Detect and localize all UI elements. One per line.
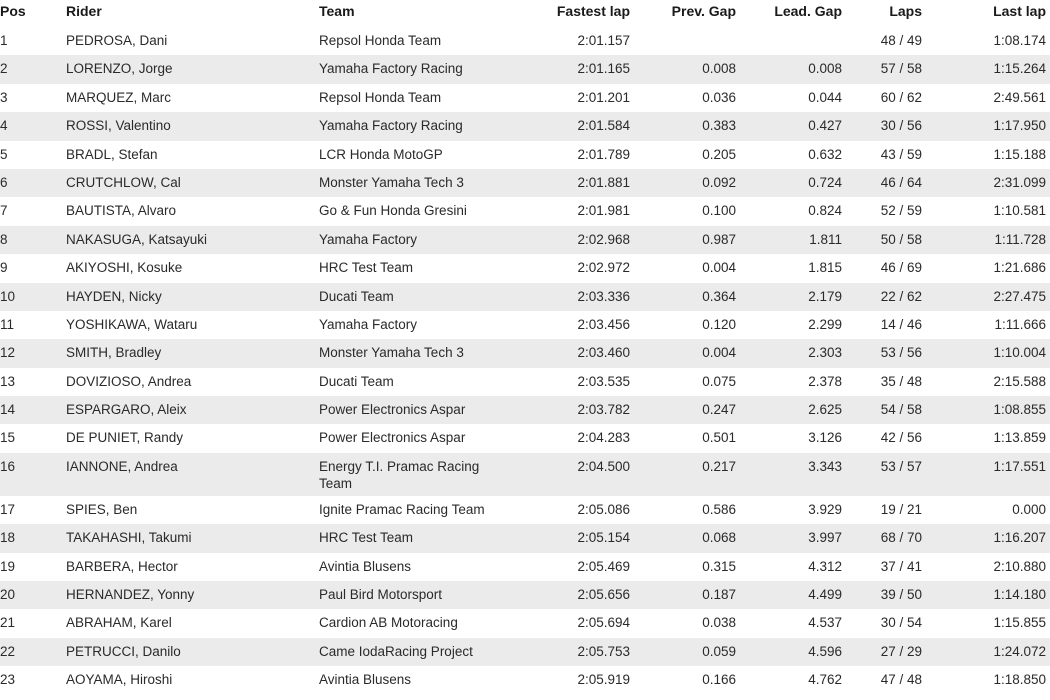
cell-fastest-lap: 2:03.535 — [519, 368, 630, 396]
cell-team: Yamaha Factory Racing — [319, 55, 519, 83]
cell-pos: 6 — [0, 169, 66, 197]
cell-pos: 1 — [0, 27, 66, 55]
cell-pos: 11 — [0, 311, 66, 339]
cell-lead-gap: 3.929 — [736, 496, 842, 524]
cell-laps: 46 / 69 — [842, 254, 942, 282]
cell-prev-gap: 0.004 — [630, 254, 736, 282]
cell-lead-gap: 2.179 — [736, 283, 842, 311]
cell-prev-gap: 0.205 — [630, 141, 736, 169]
cell-team: Yamaha Factory — [319, 226, 519, 254]
cell-prev-gap: 0.315 — [630, 553, 736, 581]
cell-laps: 30 / 54 — [842, 609, 942, 637]
cell-prev-gap: 0.166 — [630, 666, 736, 694]
cell-fastest-lap: 2:01.981 — [519, 197, 630, 225]
cell-last-lap: 1:14.180 — [942, 581, 1050, 609]
cell-pos: 4 — [0, 112, 66, 140]
cell-fastest-lap: 2:05.469 — [519, 553, 630, 581]
cell-last-lap: 2:31.099 — [942, 169, 1050, 197]
cell-prev-gap: 0.383 — [630, 112, 736, 140]
cell-prev-gap: 0.364 — [630, 283, 736, 311]
cell-pos: 9 — [0, 254, 66, 282]
cell-fastest-lap: 2:01.881 — [519, 169, 630, 197]
cell-last-lap: 2:15.588 — [942, 368, 1050, 396]
cell-rider: HERNANDEZ, Yonny — [66, 581, 319, 609]
cell-fastest-lap: 2:01.165 — [519, 55, 630, 83]
cell-team: Paul Bird Motorsport — [319, 581, 519, 609]
header-prev-gap[interactable]: Prev. Gap — [630, 0, 736, 27]
cell-rider: SMITH, Bradley — [66, 339, 319, 367]
cell-last-lap: 1:16.207 — [942, 524, 1050, 552]
cell-last-lap: 1:10.004 — [942, 339, 1050, 367]
cell-last-lap: 0.000 — [942, 496, 1050, 524]
table-row[interactable] — [0, 424, 1050, 452]
table-row[interactable] — [0, 84, 1050, 112]
cell-team: Go & Fun Honda Gresini — [319, 197, 519, 225]
cell-laps: 52 / 59 — [842, 197, 942, 225]
cell-prev-gap — [630, 27, 736, 55]
table-row[interactable] — [0, 226, 1050, 254]
cell-rider: AKIYOSHI, Kosuke — [66, 254, 319, 282]
cell-rider: CRUTCHLOW, Cal — [66, 169, 319, 197]
cell-prev-gap: 0.059 — [630, 638, 736, 666]
cell-last-lap: 1:17.950 — [942, 112, 1050, 140]
cell-pos: 20 — [0, 581, 66, 609]
cell-lead-gap: 2.299 — [736, 311, 842, 339]
table-row[interactable] — [0, 141, 1050, 169]
table-row[interactable] — [0, 27, 1050, 55]
cell-prev-gap: 0.075 — [630, 368, 736, 396]
header-rider[interactable]: Rider — [66, 0, 319, 27]
cell-last-lap: 1:18.850 — [942, 666, 1050, 694]
cell-team: HRC Test Team — [319, 254, 519, 282]
table-row[interactable] — [0, 169, 1050, 197]
cell-fastest-lap: 2:03.336 — [519, 283, 630, 311]
cell-pos: 23 — [0, 666, 66, 694]
cell-lead-gap: 3.997 — [736, 524, 842, 552]
cell-fastest-lap: 2:05.656 — [519, 581, 630, 609]
cell-team: Power Electronics Aspar — [319, 396, 519, 424]
cell-last-lap: 2:49.561 — [942, 84, 1050, 112]
cell-laps: 43 / 59 — [842, 141, 942, 169]
cell-prev-gap: 0.217 — [630, 453, 736, 496]
cell-lead-gap: 0.044 — [736, 84, 842, 112]
table-row[interactable] — [0, 453, 1050, 496]
header-fastest-lap[interactable]: Fastest lap — [519, 0, 630, 27]
cell-pos: 5 — [0, 141, 66, 169]
cell-lead-gap: 4.537 — [736, 609, 842, 637]
cell-team: LCR Honda MotoGP — [319, 141, 519, 169]
cell-lead-gap: 4.762 — [736, 666, 842, 694]
cell-pos: 21 — [0, 609, 66, 637]
cell-last-lap: 2:27.475 — [942, 283, 1050, 311]
cell-lead-gap — [736, 27, 842, 55]
cell-lead-gap: 0.008 — [736, 55, 842, 83]
cell-last-lap: 1:11.666 — [942, 311, 1050, 339]
cell-last-lap: 1:10.581 — [942, 197, 1050, 225]
cell-pos: 16 — [0, 453, 66, 496]
cell-laps: 57 / 58 — [842, 55, 942, 83]
cell-pos: 15 — [0, 424, 66, 452]
cell-lead-gap: 1.811 — [736, 226, 842, 254]
cell-fastest-lap: 2:03.460 — [519, 339, 630, 367]
cell-last-lap: 1:15.264 — [942, 55, 1050, 83]
cell-fastest-lap: 2:04.500 — [519, 453, 630, 496]
cell-fastest-lap: 2:05.154 — [519, 524, 630, 552]
table-row[interactable] — [0, 112, 1050, 140]
table-row[interactable] — [0, 553, 1050, 581]
cell-pos: 7 — [0, 197, 66, 225]
cell-last-lap: 1:24.072 — [942, 638, 1050, 666]
cell-last-lap: 2:10.880 — [942, 553, 1050, 581]
cell-lead-gap: 0.724 — [736, 169, 842, 197]
cell-lead-gap: 0.632 — [736, 141, 842, 169]
cell-rider: SPIES, Ben — [66, 496, 319, 524]
cell-pos: 8 — [0, 226, 66, 254]
cell-laps: 47 / 48 — [842, 666, 942, 694]
cell-laps: 22 / 62 — [842, 283, 942, 311]
cell-laps: 54 / 58 — [842, 396, 942, 424]
cell-rider: PETRUCCI, Danilo — [66, 638, 319, 666]
cell-fastest-lap: 2:01.201 — [519, 84, 630, 112]
cell-rider: IANNONE, Andrea — [66, 453, 319, 496]
cell-team: Yamaha Factory — [319, 311, 519, 339]
cell-lead-gap: 2.303 — [736, 339, 842, 367]
cell-last-lap: 1:08.174 — [942, 27, 1050, 55]
cell-fastest-lap: 2:03.456 — [519, 311, 630, 339]
cell-lead-gap: 4.596 — [736, 638, 842, 666]
cell-last-lap: 1:15.855 — [942, 609, 1050, 637]
cell-team: Cardion AB Motoracing — [319, 609, 519, 637]
cell-laps: 68 / 70 — [842, 524, 942, 552]
header-row — [0, 0, 1050, 27]
cell-fastest-lap: 2:01.584 — [519, 112, 630, 140]
cell-prev-gap: 0.501 — [630, 424, 736, 452]
cell-fastest-lap: 2:05.694 — [519, 609, 630, 637]
cell-prev-gap: 0.092 — [630, 169, 736, 197]
cell-lead-gap: 2.378 — [736, 368, 842, 396]
cell-laps: 19 / 21 — [842, 496, 942, 524]
cell-team: Avintia Blusens — [319, 553, 519, 581]
cell-prev-gap: 0.036 — [630, 84, 736, 112]
table-row[interactable] — [0, 524, 1050, 552]
cell-prev-gap: 0.586 — [630, 496, 736, 524]
cell-laps: 50 / 58 — [842, 226, 942, 254]
cell-prev-gap: 0.008 — [630, 55, 736, 83]
table-row[interactable] — [0, 197, 1050, 225]
cell-pos: 17 — [0, 496, 66, 524]
cell-last-lap: 1:17.551 — [942, 453, 1050, 496]
cell-team: Monster Yamaha Tech 3 — [319, 169, 519, 197]
header-lead-gap[interactable]: Lead. Gap — [736, 0, 842, 27]
cell-lead-gap: 2.625 — [736, 396, 842, 424]
cell-lead-gap: 0.824 — [736, 197, 842, 225]
cell-team: Avintia Blusens — [319, 666, 519, 694]
cell-fastest-lap: 2:02.968 — [519, 226, 630, 254]
cell-rider: TAKAHASHI, Takumi — [66, 524, 319, 552]
cell-team: Yamaha Factory Racing — [319, 112, 519, 140]
cell-pos: 22 — [0, 638, 66, 666]
cell-last-lap: 1:15.188 — [942, 141, 1050, 169]
cell-rider: ESPARGARO, Aleix — [66, 396, 319, 424]
table-row[interactable] — [0, 638, 1050, 666]
cell-pos: 10 — [0, 283, 66, 311]
cell-lead-gap: 1.815 — [736, 254, 842, 282]
cell-team: Ducati Team — [319, 283, 519, 311]
cell-laps: 60 / 62 — [842, 84, 942, 112]
table-header — [0, 0, 1050, 27]
table-row[interactable] — [0, 311, 1050, 339]
cell-laps: 37 / 41 — [842, 553, 942, 581]
cell-fastest-lap: 2:02.972 — [519, 254, 630, 282]
cell-rider: ABRAHAM, Karel — [66, 609, 319, 637]
cell-lead-gap: 4.499 — [736, 581, 842, 609]
cell-rider: PEDROSA, Dani — [66, 27, 319, 55]
cell-team: Came IodaRacing Project — [319, 638, 519, 666]
cell-pos: 3 — [0, 84, 66, 112]
cell-rider: DOVIZIOSO, Andrea — [66, 368, 319, 396]
table-row[interactable] — [0, 581, 1050, 609]
table-row[interactable] — [0, 496, 1050, 524]
cell-rider: BAUTISTA, Alvaro — [66, 197, 319, 225]
cell-prev-gap: 0.068 — [630, 524, 736, 552]
header-last-lap[interactable]: Last lap — [942, 0, 1050, 27]
table-row[interactable] — [0, 666, 1050, 694]
cell-lead-gap: 4.312 — [736, 553, 842, 581]
cell-laps: 42 / 56 — [842, 424, 942, 452]
table-row[interactable] — [0, 368, 1050, 396]
table-body — [0, 27, 1050, 695]
cell-fastest-lap: 2:05.753 — [519, 638, 630, 666]
cell-fastest-lap: 2:01.789 — [519, 141, 630, 169]
cell-fastest-lap: 2:03.782 — [519, 396, 630, 424]
cell-pos: 19 — [0, 553, 66, 581]
cell-team: Monster Yamaha Tech 3 — [319, 339, 519, 367]
cell-fastest-lap: 2:05.086 — [519, 496, 630, 524]
cell-pos: 13 — [0, 368, 66, 396]
cell-laps: 48 / 49 — [842, 27, 942, 55]
cell-rider: HAYDEN, Nicky — [66, 283, 319, 311]
cell-prev-gap: 0.987 — [630, 226, 736, 254]
cell-team: Energy T.I. Pramac Racing Team — [319, 453, 519, 496]
header-team[interactable]: Team — [319, 0, 519, 27]
cell-pos: 12 — [0, 339, 66, 367]
cell-prev-gap: 0.120 — [630, 311, 736, 339]
table-row[interactable] — [0, 55, 1050, 83]
cell-team: Repsol Honda Team — [319, 84, 519, 112]
cell-rider: BRADL, Stefan — [66, 141, 319, 169]
cell-fastest-lap: 2:04.283 — [519, 424, 630, 452]
cell-laps: 53 / 57 — [842, 453, 942, 496]
cell-prev-gap: 0.100 — [630, 197, 736, 225]
header-pos[interactable]: Pos — [0, 0, 66, 27]
cell-prev-gap: 0.004 — [630, 339, 736, 367]
cell-pos: 18 — [0, 524, 66, 552]
cell-team: Ignite Pramac Racing Team — [319, 496, 519, 524]
table-row[interactable] — [0, 283, 1050, 311]
table-row[interactable] — [0, 254, 1050, 282]
cell-lead-gap: 0.427 — [736, 112, 842, 140]
cell-fastest-lap: 2:01.157 — [519, 27, 630, 55]
table-row[interactable] — [0, 609, 1050, 637]
cell-fastest-lap: 2:05.919 — [519, 666, 630, 694]
cell-laps: 35 / 48 — [842, 368, 942, 396]
cell-pos: 2 — [0, 55, 66, 83]
cell-prev-gap: 0.038 — [630, 609, 736, 637]
cell-prev-gap: 0.187 — [630, 581, 736, 609]
table-row[interactable] — [0, 396, 1050, 424]
cell-laps: 30 / 56 — [842, 112, 942, 140]
cell-rider: LORENZO, Jorge — [66, 55, 319, 83]
cell-team: Ducati Team — [319, 368, 519, 396]
cell-rider: NAKASUGA, Katsayuki — [66, 226, 319, 254]
cell-pos: 14 — [0, 396, 66, 424]
cell-rider: DE PUNIET, Randy — [66, 424, 319, 452]
cell-laps: 14 / 46 — [842, 311, 942, 339]
table-row[interactable] — [0, 339, 1050, 367]
header-laps[interactable]: Laps — [842, 0, 942, 27]
cell-lead-gap: 3.343 — [736, 453, 842, 496]
cell-team: Repsol Honda Team — [319, 27, 519, 55]
cell-team: Power Electronics Aspar — [319, 424, 519, 452]
cell-last-lap: 1:21.686 — [942, 254, 1050, 282]
cell-lead-gap: 3.126 — [736, 424, 842, 452]
cell-team: HRC Test Team — [319, 524, 519, 552]
cell-rider: MARQUEZ, Marc — [66, 84, 319, 112]
cell-laps: 39 / 50 — [842, 581, 942, 609]
cell-rider: BARBERA, Hector — [66, 553, 319, 581]
cell-last-lap: 1:13.859 — [942, 424, 1050, 452]
cell-laps: 53 / 56 — [842, 339, 942, 367]
cell-last-lap: 1:08.855 — [942, 396, 1050, 424]
cell-rider: ROSSI, Valentino — [66, 112, 319, 140]
cell-prev-gap: 0.247 — [630, 396, 736, 424]
cell-last-lap: 1:11.728 — [942, 226, 1050, 254]
cell-laps: 46 / 64 — [842, 169, 942, 197]
cell-rider: YOSHIKAWA, Wataru — [66, 311, 319, 339]
cell-rider: AOYAMA, Hiroshi — [66, 666, 319, 694]
cell-laps: 27 / 29 — [842, 638, 942, 666]
